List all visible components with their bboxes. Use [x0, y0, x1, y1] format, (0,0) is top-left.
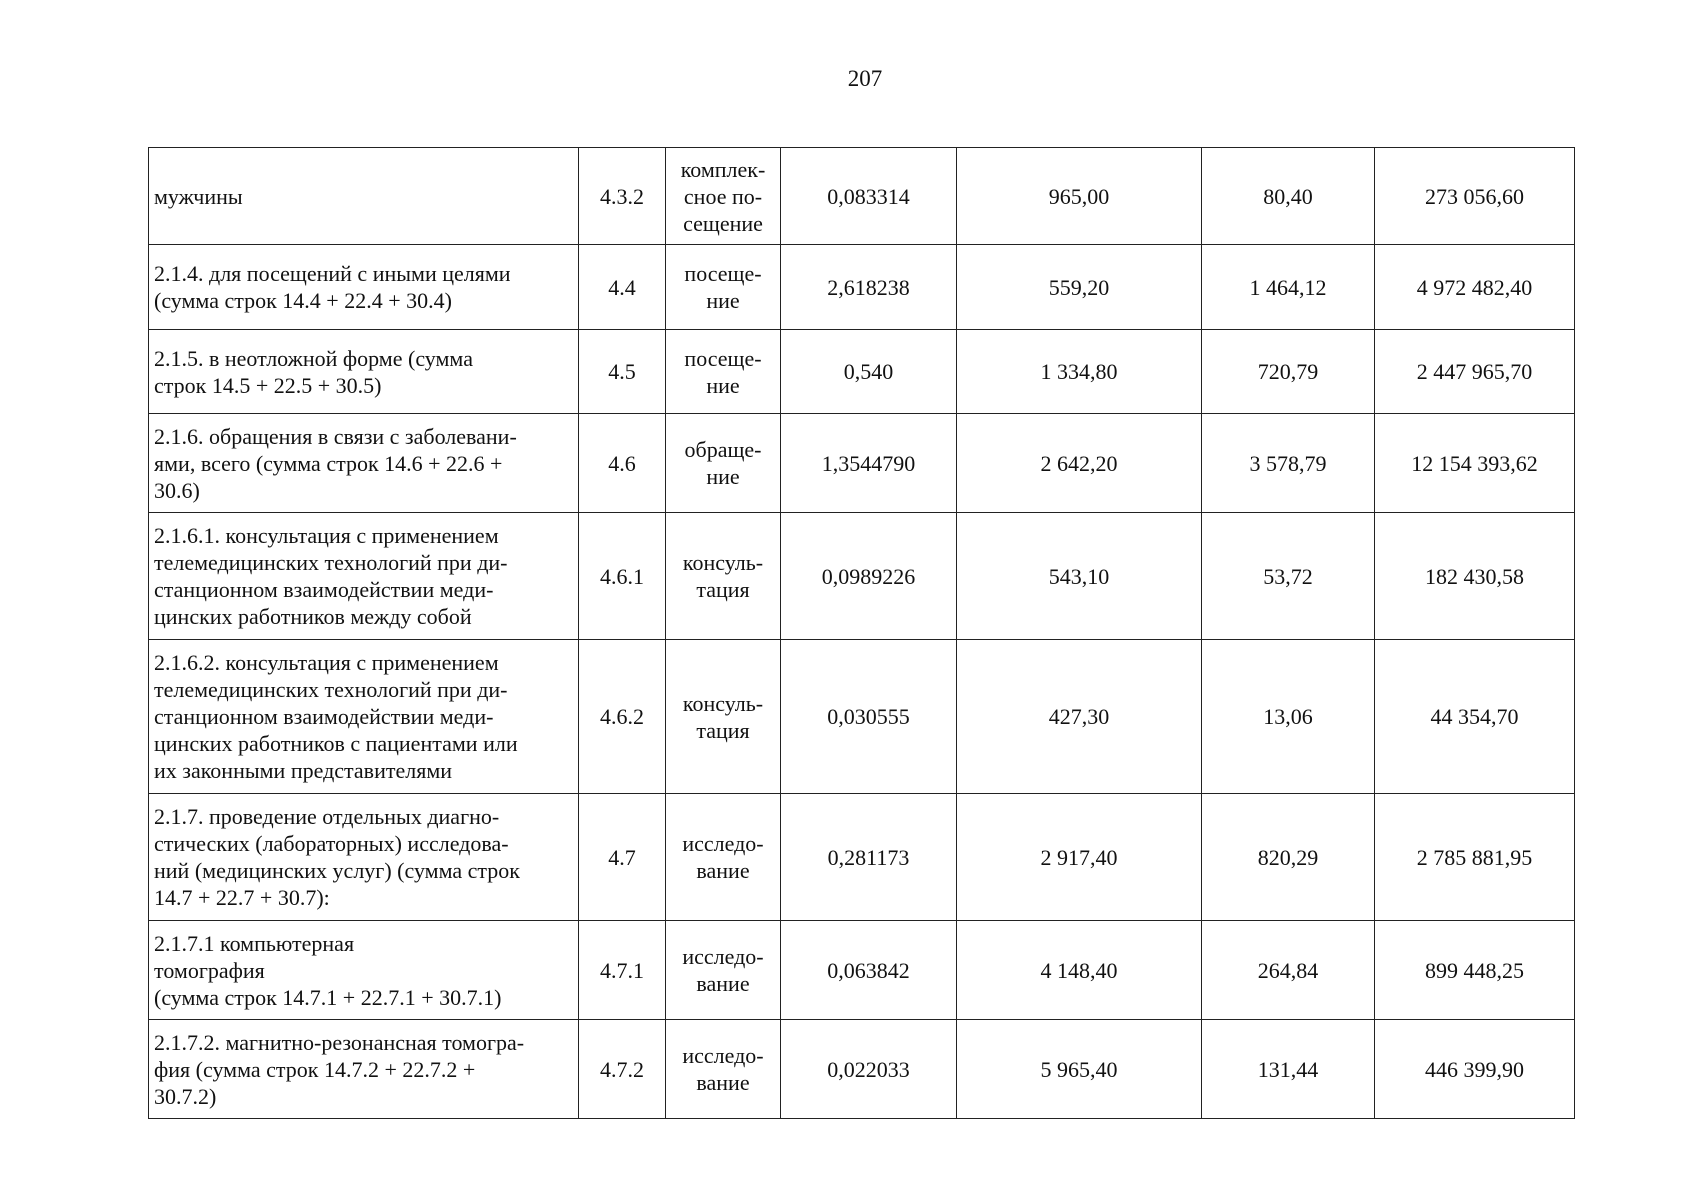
row-unit-cell	[666, 1020, 781, 1119]
row-value-3-cell: 80,40	[1202, 148, 1375, 245]
row-name-cell-line: телемедицинских технологий при ди-	[154, 677, 508, 702]
row-number-cell: 4.5	[579, 330, 666, 414]
row-unit-cell-line: вание	[696, 971, 750, 996]
row-number-cell: 4.7.1	[579, 921, 666, 1020]
row-value-3-cell: 1 464,12	[1202, 245, 1375, 330]
row-value-1-cell: 2,618238	[781, 245, 957, 330]
row-value-3-cell: 820,29	[1202, 794, 1375, 921]
row-unit-cell-line: комплек-	[680, 156, 766, 182]
row-value-4-cell: 273 056,60	[1375, 148, 1575, 245]
table-row	[149, 414, 1575, 513]
row-value-4-cell: 446 399,90	[1375, 1020, 1575, 1119]
row-value-1-cell: 0,063842	[781, 921, 957, 1020]
row-number-cell: 4.6	[579, 414, 666, 513]
table-row	[149, 794, 1575, 921]
row-value-2-cell: 543,10	[957, 513, 1202, 640]
row-unit-cell	[666, 640, 781, 794]
row-number-cell: 4.4	[579, 245, 666, 330]
table-row	[149, 640, 1575, 794]
row-name-cell-line: 2.1.5. в неотложной форме (сумма	[154, 345, 473, 371]
row-name-cell-line: телемедицинских технологий при ди-	[154, 550, 508, 575]
row-name-cell-line: 2.1.7.1 компьютерная	[154, 930, 355, 956]
row-number-cell: 4.6.2	[579, 640, 666, 794]
row-name-cell-line: цинских работников между собой	[154, 604, 472, 629]
row-value-2-cell: 2 642,20	[957, 414, 1202, 513]
row-name-cell	[149, 794, 579, 921]
row-name-cell-line: 2.1.7.2. магнитно-резонансная томогра-	[154, 1029, 525, 1055]
row-value-4-cell: 2 785 881,95	[1375, 794, 1575, 921]
row-unit-cell-line: ние	[706, 464, 740, 489]
row-name-cell-line: станционном взаимодействии меди-	[154, 704, 494, 729]
row-name-cell-line: цинских работников с пациентами или	[154, 731, 518, 756]
row-name-cell	[149, 330, 579, 414]
row-value-1-cell: 0,0989226	[781, 513, 957, 640]
row-value-2-cell: 4 148,40	[957, 921, 1202, 1020]
row-value-2-cell: 965,00	[957, 148, 1202, 245]
row-name-cell	[149, 640, 579, 794]
row-value-2-cell: 5 965,40	[957, 1020, 1202, 1119]
row-value-2-cell: 1 334,80	[957, 330, 1202, 414]
row-unit-cell-line: консуль-	[682, 690, 764, 716]
row-value-3-cell: 53,72	[1202, 513, 1375, 640]
row-unit-cell-line: обраще-	[684, 437, 762, 462]
table-row	[149, 1020, 1575, 1119]
row-number-cell: 4.6.1	[579, 513, 666, 640]
row-name-cell-line: ний (медицинских услуг) (сумма строк	[154, 858, 520, 883]
row-name-cell-line: 30.6)	[154, 477, 200, 503]
row-name-cell-line: 14.7 + 22.7 + 30.7):	[154, 885, 330, 910]
table-row	[149, 245, 1575, 330]
row-value-3-cell: 3 578,79	[1202, 414, 1375, 513]
row-name-cell-line: 2.1.4. для посещений с иными целями	[154, 261, 511, 286]
table-row	[149, 513, 1575, 640]
row-value-2-cell: 2 917,40	[957, 794, 1202, 921]
row-unit-cell-line: вание	[696, 1070, 750, 1095]
row-unit-cell-line: ние	[706, 288, 740, 313]
row-number-cell: 4.3.2	[579, 148, 666, 245]
table-row	[149, 330, 1575, 414]
row-name-cell-line: 2.1.6. обращения в связи с заболевани-	[154, 423, 517, 449]
row-name-cell-line: мужчины	[154, 183, 243, 209]
row-unit-cell-line: тация	[696, 577, 750, 602]
row-value-1-cell: 0,083314	[781, 148, 957, 245]
row-name-cell-line: ями, всего (сумма строк 14.6 + 22.6 +	[154, 450, 503, 476]
row-unit-cell	[666, 330, 781, 414]
row-value-1-cell: 0,022033	[781, 1020, 957, 1119]
row-unit-cell	[666, 921, 781, 1020]
row-value-2-cell: 559,20	[957, 245, 1202, 330]
row-name-cell-line: (сумма строк 14.4 + 22.4 + 30.4)	[154, 288, 452, 313]
row-unit-cell	[666, 148, 781, 245]
row-unit-cell-line: консуль-	[682, 550, 764, 575]
row-value-1-cell: 0,281173	[781, 794, 957, 921]
row-unit-cell-line: вание	[696, 858, 750, 883]
row-unit-cell-line: исследо-	[682, 831, 764, 856]
row-value-3-cell: 720,79	[1202, 330, 1375, 414]
row-name-cell	[149, 921, 579, 1020]
row-name-cell-line: (сумма строк 14.7.1 + 22.7.1 + 30.7.1)	[154, 984, 502, 1010]
row-name-cell-line: 30.7.2)	[154, 1083, 217, 1109]
row-name-cell-line: станционном взаимодействии меди-	[154, 577, 494, 602]
row-unit-cell-line: посеще-	[684, 261, 762, 286]
row-name-cell	[149, 245, 579, 330]
row-name-cell-line: 2.1.6.1. консультация с применением	[154, 523, 499, 548]
row-value-4-cell: 44 354,70	[1375, 640, 1575, 794]
row-name-cell-line: 2.1.7. проведение отдельных диагно-	[154, 804, 500, 829]
row-value-1-cell: 1,3544790	[781, 414, 957, 513]
row-unit-cell-line: ние	[706, 372, 740, 398]
data-table	[148, 147, 1575, 1119]
row-value-4-cell: 182 430,58	[1375, 513, 1575, 640]
row-value-2-cell: 427,30	[957, 640, 1202, 794]
row-name-cell-line: их законными представителями	[154, 758, 453, 783]
row-unit-cell	[666, 414, 781, 513]
row-value-3-cell: 13,06	[1202, 640, 1375, 794]
row-number-cell: 4.7	[579, 794, 666, 921]
row-name-cell	[149, 1020, 579, 1119]
row-unit-cell-line: тация	[696, 717, 750, 743]
row-name-cell	[149, 148, 579, 245]
row-unit-cell-line: посеще-	[684, 345, 762, 371]
row-unit-cell-line: сное по-	[683, 183, 763, 209]
row-unit-cell	[666, 794, 781, 921]
row-value-1-cell: 0,540	[781, 330, 957, 414]
row-value-4-cell: 4 972 482,40	[1375, 245, 1575, 330]
row-value-4-cell: 899 448,25	[1375, 921, 1575, 1020]
row-value-3-cell: 264,84	[1202, 921, 1375, 1020]
row-unit-cell-line: исследо-	[682, 944, 764, 969]
row-unit-cell-line: сещение	[683, 210, 763, 236]
row-value-4-cell: 2 447 965,70	[1375, 330, 1575, 414]
table-row	[149, 921, 1575, 1020]
row-unit-cell	[666, 513, 781, 640]
row-name-cell	[149, 414, 579, 513]
table-row	[149, 148, 1575, 245]
row-value-4-cell: 12 154 393,62	[1375, 414, 1575, 513]
row-number-cell: 4.7.2	[579, 1020, 666, 1119]
row-name-cell-line: 2.1.6.2. консультация с применением	[154, 650, 499, 675]
row-name-cell-line: томография	[154, 957, 265, 983]
row-name-cell-line: строк 14.5 + 22.5 + 30.5)	[154, 372, 382, 398]
row-value-3-cell: 131,44	[1202, 1020, 1375, 1119]
row-unit-cell-line: исследо-	[682, 1043, 764, 1068]
row-name-cell	[149, 513, 579, 640]
row-name-cell-line: стических (лабораторных) исследова-	[154, 831, 509, 856]
row-unit-cell	[666, 245, 781, 330]
row-value-1-cell: 0,030555	[781, 640, 957, 794]
page-number: 207	[847, 66, 883, 91]
row-name-cell-line: фия (сумма строк 14.7.2 + 22.7.2 +	[154, 1056, 476, 1082]
